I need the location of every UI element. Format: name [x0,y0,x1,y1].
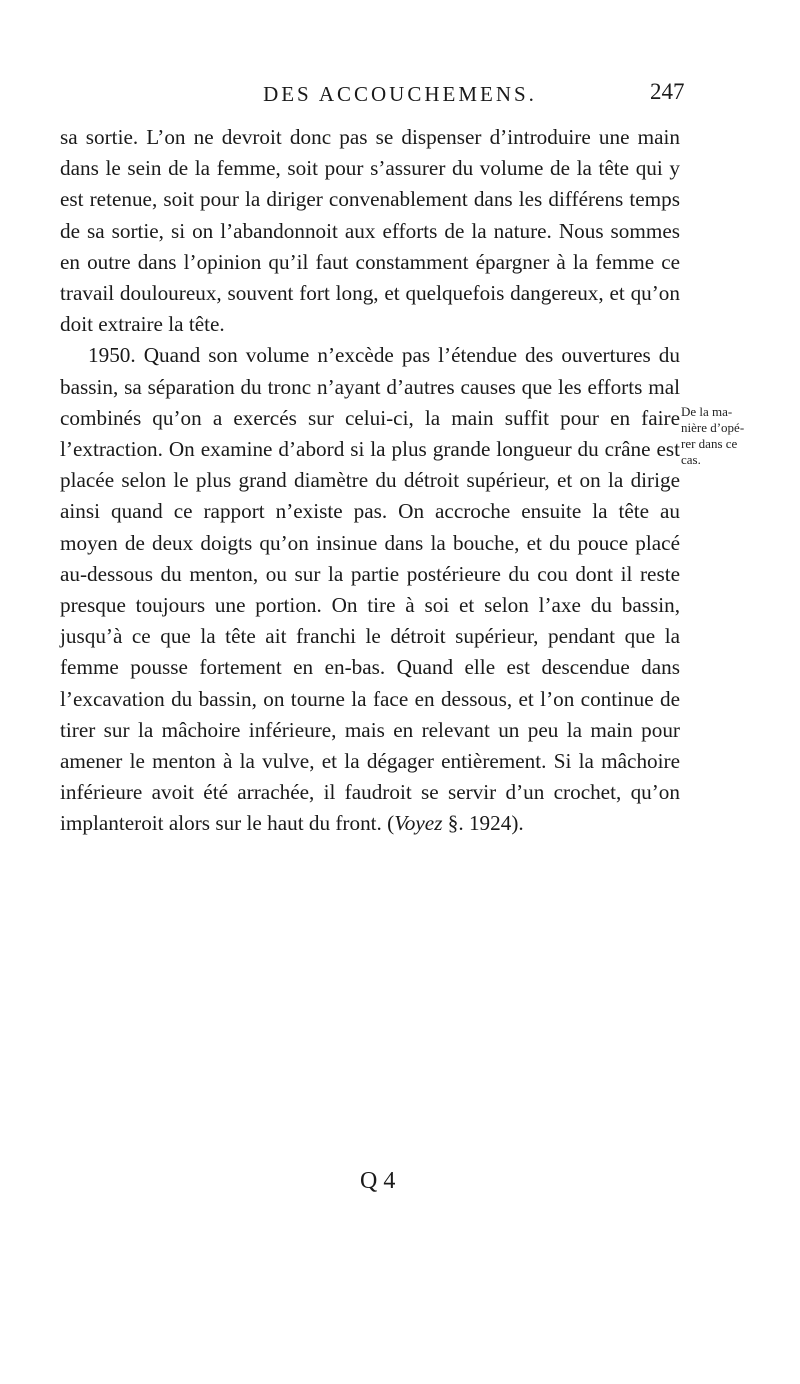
section-number: 1950. [88,343,136,368]
signature-mark: Q 4 [360,1168,396,1194]
paragraph-continuation: sa sortie. L’on ne devroit donc pas se dispenser d’introduire une main dans le sein de la femme, soit pour s’assurer du volume de la tête qui y est retenue, soit pour la diriger convenablement dans les différens temps de sa sortie, si on l’abandonnoit aux efforts de la nature. Nous sommes en outre dans l’opinion qu’il faut constamment épargner à la femme ce travail douloureux, souvent fort long, et quelquefois dangereux, et qu’on doit extraire la tête. [60,125,680,337]
cross-reference: §. 1924). [447,811,524,836]
section-text: Quand son volume n’excède pas l’étendue des ouvertures du bassin, sa séparation du tronc n’ayant d’autres causes que les efforts mal combinés qu’on a exercés sur celui-ci, la main suffit pour en faire l’extraction. On examine d’abord si la plus grande longueur du crâne est placée selon le plus grand diamètre du détroit supérieur, et on la dirige ainsi quand ce rapport n’existe pas. On accroche ensuite la tête au moyen de deux doigts qu’on insinue dans la bouche, et du pouce placé au-dessous du menton, ou sur la partie postérieure du cou dont il reste presque toujours une portion. On tire à soi et selon l’axe du bassin, jusqu’à ce que la tête ait franchi le détroit supérieur, pendant que la femme pousse fortement en en-bas. Quand elle est descendue dans l’excavation du bassin, on tourne la face en dessous, et l’on continue de tirer sur la mâchoire inférieure, mais en relevant un peu la main pour amener le menton à la vulve, et la dégager entièrement. Si la mâchoire inférieure avoit été arrachée, il faudroit se servir d’un crochet, qu’on implanteroit alors sur le haut du front. ( [60,343,680,836]
paragraph-section-1950 [60,340,680,839]
margin-note-line: cas. [681,452,701,467]
body-text [60,122,680,840]
running-title: DES ACCOUCHEMENS. [263,82,537,106]
margin-note-line: De la ma- [681,404,733,419]
see-reference-word: Voyez [394,811,443,836]
margin-note-line: nière d’opé- [681,420,745,435]
page-number: 247 [650,79,685,104]
margin-note-line: rer dans ce [681,436,738,451]
margin-note [681,404,763,468]
